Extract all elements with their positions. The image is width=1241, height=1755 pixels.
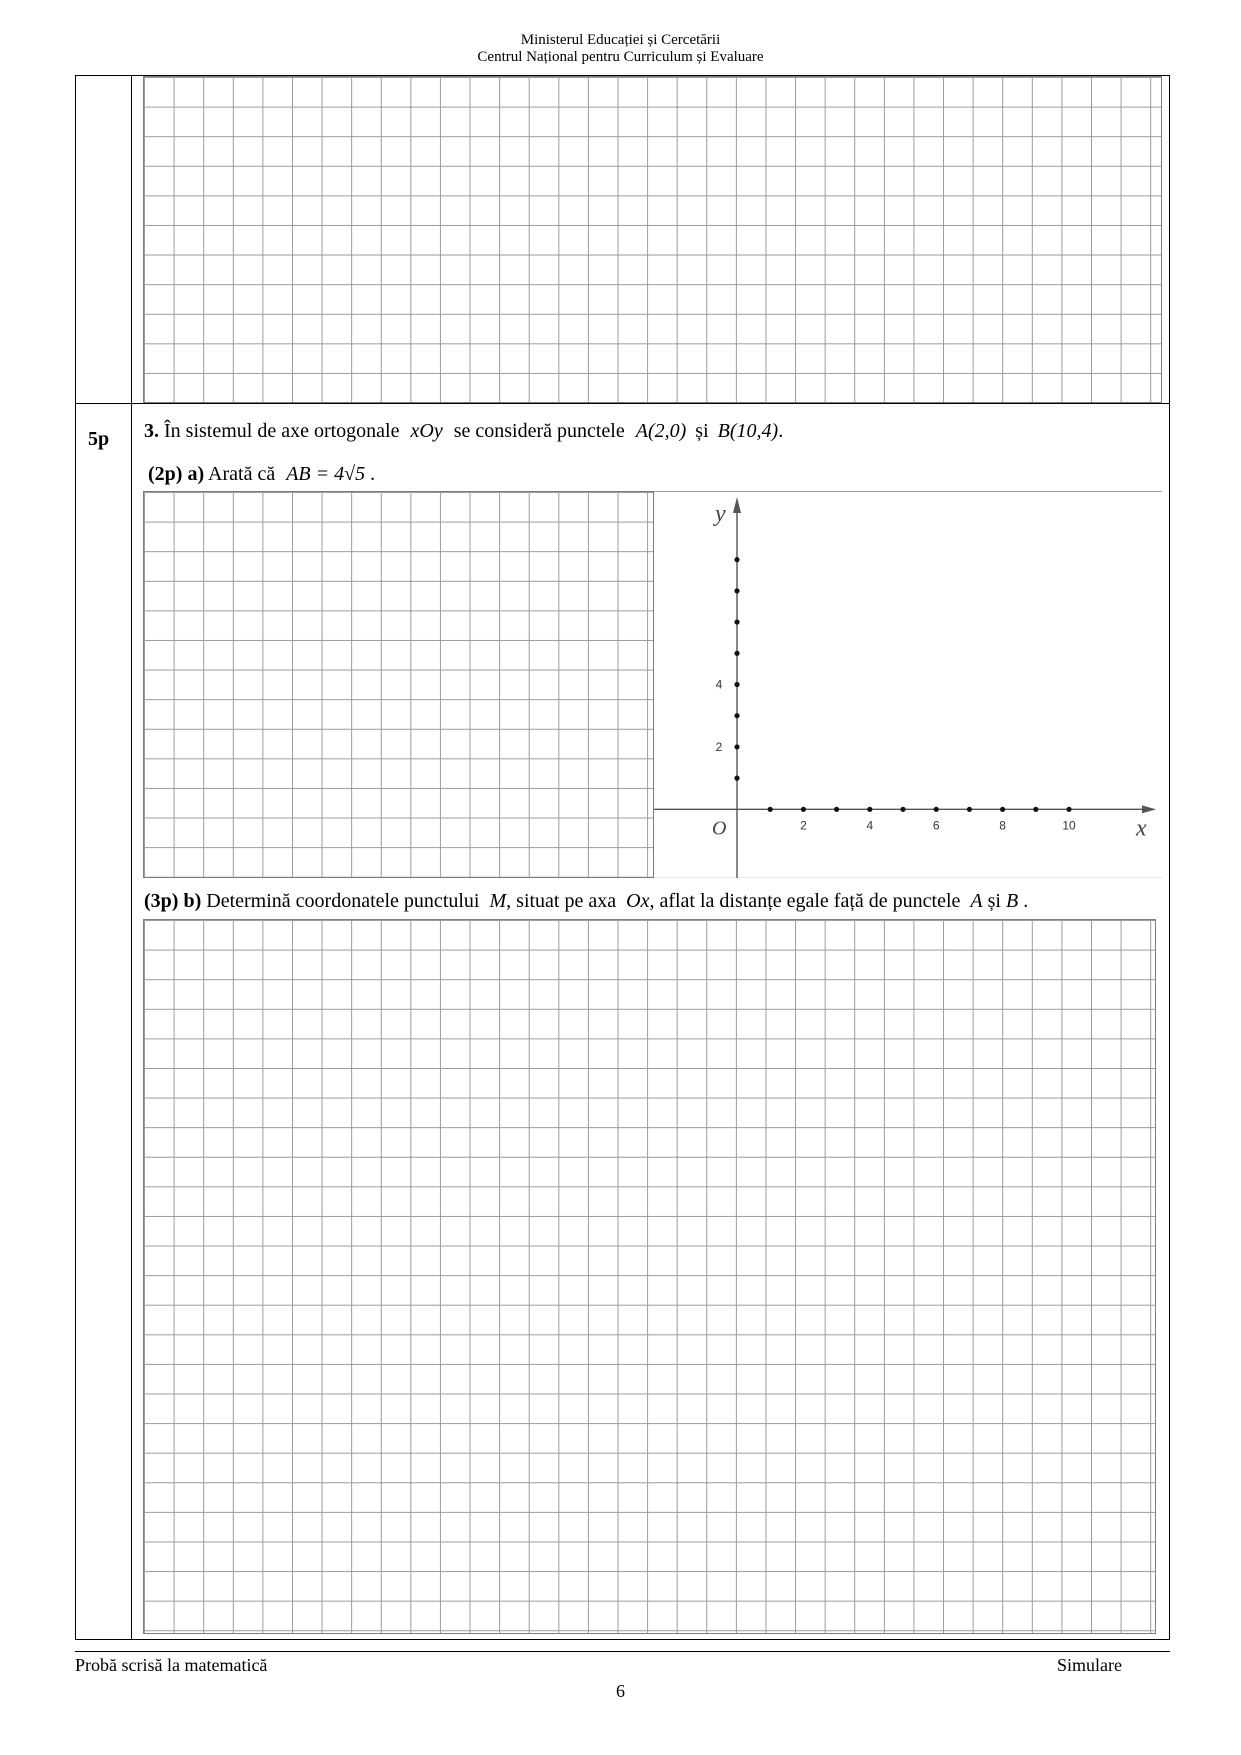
part-a-text: Arată că bbox=[208, 463, 276, 485]
x-axis-dot bbox=[768, 807, 773, 812]
part-b-points: (3p) bbox=[144, 890, 179, 912]
table-right-border bbox=[1169, 75, 1170, 1640]
x-tick-label: 2 bbox=[800, 818, 807, 833]
question-points: 5p bbox=[88, 428, 110, 450]
part-b-text-3: , aflat la distanțe egale față de punctele bbox=[649, 890, 961, 912]
question-end-dot: . bbox=[778, 420, 784, 442]
points-column-divider bbox=[131, 75, 132, 1640]
x-axis-dot bbox=[900, 807, 905, 812]
header-center: Centrul Național pentru Curriculum și Evaluare bbox=[477, 49, 764, 65]
x-tick-label: 6 bbox=[932, 818, 940, 833]
footer-rule bbox=[75, 1651, 1170, 1652]
system-name: xOy bbox=[410, 420, 443, 442]
x-axis-arrow bbox=[1142, 805, 1156, 813]
x-axis-dot bbox=[967, 807, 972, 812]
x-axis-dot bbox=[834, 807, 839, 812]
point-b-coords: B(10,4) bbox=[717, 420, 779, 442]
point-a-name: A bbox=[970, 890, 983, 912]
y-axis-dot bbox=[734, 619, 739, 624]
part-a-points: (2p) bbox=[148, 463, 183, 485]
page-number: 6 bbox=[616, 1681, 625, 1701]
point-m-name: M bbox=[489, 890, 507, 912]
question-text-2: se consideră punctele bbox=[453, 420, 625, 442]
table-row-divider bbox=[75, 403, 1170, 404]
point-a-coords: A(2,0) bbox=[635, 420, 687, 442]
y-axis-dot bbox=[734, 588, 739, 593]
y-axis-dot bbox=[734, 682, 739, 687]
part-a-formula: AB = 4√5 bbox=[286, 463, 366, 485]
question-3-statement bbox=[144, 419, 783, 443]
part-b-connector: și bbox=[987, 890, 1001, 912]
y-axis-dot bbox=[734, 713, 739, 718]
part-b-text-2: , situat pe axa bbox=[506, 890, 617, 912]
part-b-end-dot: . bbox=[1023, 890, 1029, 912]
y-tick-label: 2 bbox=[715, 739, 723, 754]
x-axis-dot bbox=[1000, 807, 1005, 812]
part-b-letter: b) bbox=[183, 890, 202, 912]
part-a-statement bbox=[148, 462, 375, 486]
x-tick-label: 8 bbox=[999, 818, 1006, 833]
x-axis-dot bbox=[934, 807, 939, 812]
question-text-1: În sistemul de axe ortogonale bbox=[164, 420, 400, 442]
x-axis-label: x bbox=[1136, 815, 1147, 842]
y-axis-arrow bbox=[733, 497, 741, 513]
answer-grid-part-a[interactable] bbox=[143, 491, 654, 878]
table-bottom-border bbox=[75, 1639, 1170, 1640]
y-axis-dot bbox=[734, 651, 739, 656]
y-axis-dot bbox=[734, 744, 739, 749]
answer-grid-previous[interactable] bbox=[143, 76, 1162, 403]
axis-name: Ox bbox=[626, 890, 650, 912]
answer-grid-part-b[interactable] bbox=[143, 919, 1156, 1634]
x-axis-dot bbox=[867, 807, 872, 812]
x-tick-label: 4 bbox=[866, 818, 874, 833]
part-b-statement bbox=[144, 889, 1028, 913]
part-b-text-1: Determină coordonatele punctului bbox=[206, 890, 480, 912]
y-axis-label: y bbox=[715, 501, 726, 527]
x-tick-label: 10 bbox=[1062, 818, 1076, 833]
connector-si: și bbox=[695, 420, 709, 442]
x-axis-dot bbox=[1066, 807, 1071, 812]
y-axis-dot bbox=[734, 557, 739, 562]
table-left-border bbox=[75, 75, 76, 1640]
point-b-name: B bbox=[1005, 890, 1019, 912]
footer-subject: Probă scrisă la matematică bbox=[75, 1655, 268, 1675]
x-axis-dot bbox=[1033, 807, 1038, 812]
footer-type: Simulare bbox=[1057, 1655, 1122, 1675]
x-axis-dot bbox=[801, 807, 806, 812]
coordinate-system-figure bbox=[654, 491, 1162, 878]
part-a-end-dot: . bbox=[370, 463, 376, 485]
question-number: 3. bbox=[144, 420, 159, 442]
y-axis-dot bbox=[734, 776, 739, 781]
header-ministry: Ministerul Educației și Cercetării bbox=[520, 32, 721, 48]
part-a-letter: a) bbox=[187, 463, 205, 485]
origin-label: O bbox=[712, 817, 727, 840]
y-tick-label: 4 bbox=[715, 677, 723, 692]
